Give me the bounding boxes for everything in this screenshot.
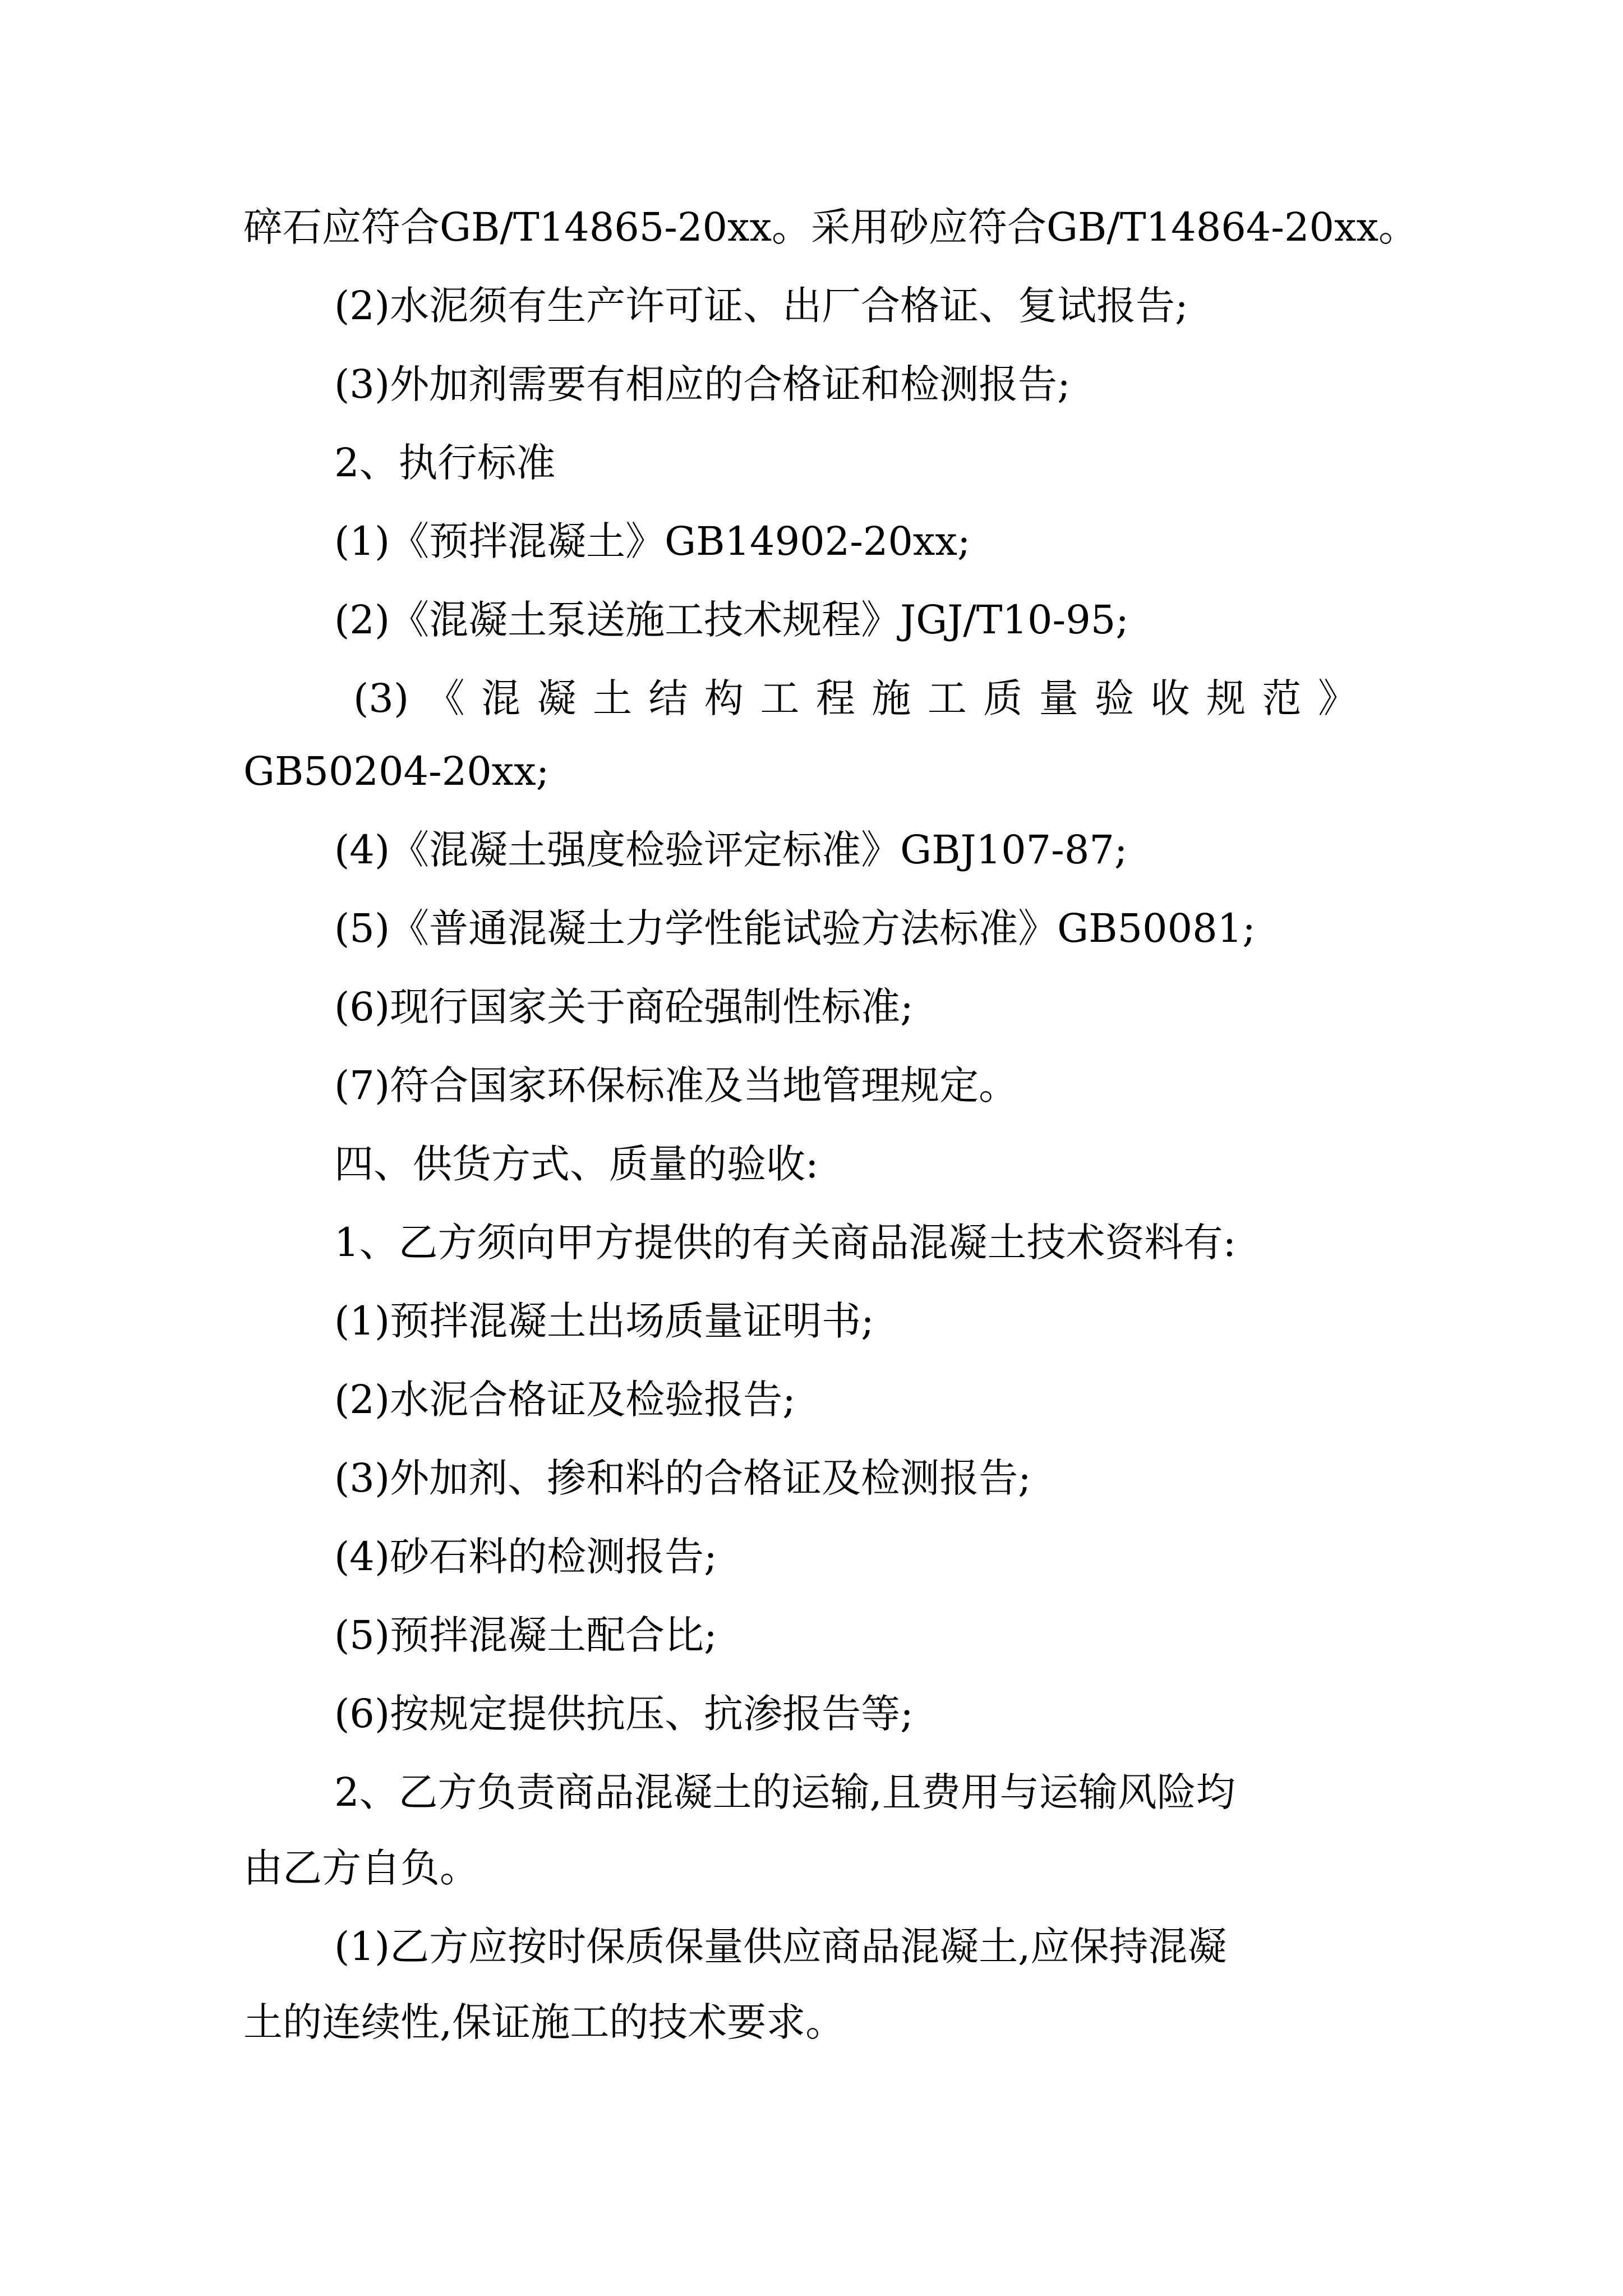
text-line: (3)外加剂、掺和料的合格证及检测报告; [334,1455,1031,1501]
text-line: (6)按规定提供抗压、抗渗报告等; [334,1691,914,1737]
section-heading: 2、执行标准 [334,440,556,486]
text-line: 碎石应符合GB/T14865-20xx。采用砂应符合GB/T14864-20xx。 [243,204,1418,250]
text-line: (6)现行国家关于商砼强制性标准; [334,984,914,1030]
text-line: (1)预拌混凝土出场质量证明书; [334,1298,874,1344]
text-line: 1、乙方须向甲方提供的有关商品混凝土技术资料有: [334,1220,1237,1266]
text-line: (3)《混凝土结构工程施工质量验收规范》 [353,675,1357,721]
text-line: (4)《混凝土强度检验评定标准》GBJ107-87; [334,827,1128,873]
text-line: (7)符合国家环保标准及当地管理规定。 [334,1062,1018,1108]
text-line: (1)《预拌混凝土》GB14902-20xx; [334,518,971,564]
text-line: 土的连续性,保证施工的技术要求。 [243,1999,845,2045]
text-line: 2、乙方负责商品混凝土的运输,且费用与运输风险均 [334,1769,1235,1815]
section-heading: 四、供货方式、质量的验收: [334,1141,819,1187]
text-line: (2)水泥合格证及检验报告; [334,1377,796,1423]
text-line: (5)预拌混凝土配合比; [334,1612,717,1658]
text-line: (2)水泥须有生产许可证、出厂合格证、复试报告; [334,283,1188,329]
text-line: (4)砂石料的检测报告; [334,1534,717,1580]
text-line: (5)《普通混凝土力学性能试验方法标准》GB50081; [334,905,1256,951]
text-line: (3)外加剂需要有相应的合格证和检测报告; [334,361,1071,407]
text-line: (1)乙方应按时保质保量供应商品混凝土,应保持混凝 [334,1924,1227,1970]
text-line: 由乙方自负。 [243,1845,479,1891]
text-line: (2)《混凝土泵送施工技术规程》JGJ/T10-95; [334,597,1129,643]
text-line: GB50204-20xx; [243,748,550,794]
